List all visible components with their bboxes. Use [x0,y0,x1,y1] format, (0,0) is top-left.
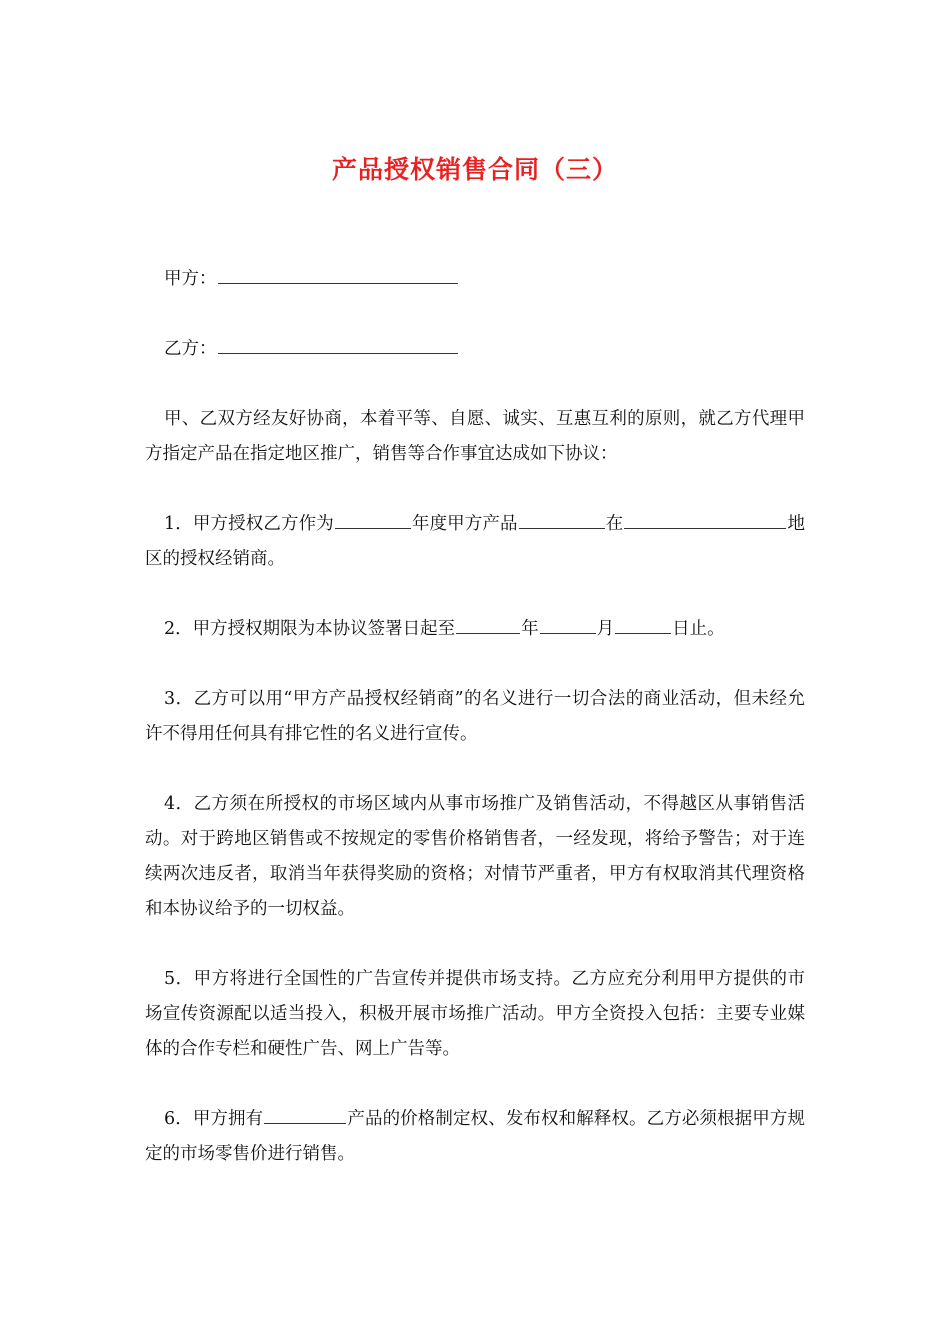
document-title: 产品授权销售合同（三） [331,155,618,184]
price-product-blank [264,1106,346,1124]
clause-2-text-d: 日止。 [672,619,725,639]
clause-5: 5．甲方将进行全国性的广告宣传并提供市场支持。乙方应充分利用甲方提供的市场宣传资源配以适当投入，积极开展市场推广活动。甲方全资投入包括：主要专业媒体的合作专栏和硬性广告、网上广告等。 [145,969,805,1059]
product-blank [519,511,605,529]
clause-2-text-c: 月 [596,619,615,639]
party-b-label: 乙方： [164,339,217,359]
clause-2-text-a: 2．甲方授权期限为本协议签署日起至 [164,619,456,639]
clause-4: 4．乙方须在所授权的市场区域内从事市场推广及销售活动，不得越区从事销售活动。对于跨地区销售或不按规定的零售价格销售者，一经发现，将给予警告；对于连续两次违反者，取消当年获得奖励的资格；对情节严重者，甲方有权取消其代理资格和本协议给予的一切权益。 [145,794,805,919]
clause-3: 3．乙方可以用“甲方产品授权经销商”的名义进行一切合法的商业活动，但未经允许不得用任何具有排它性的名义进行宣传。 [145,689,805,744]
clause-2 [145,612,805,647]
party-b-line [145,332,805,367]
clause-6-text-a: 6．甲方拥有 [164,1109,264,1129]
preamble-paragraph: 甲、乙双方经友好协商，本着平等、自愿、诚实、互惠互利的原则，就乙方代理甲方指定产品在指定地区推广，销售等合作事宜达成如下协议： [145,409,805,464]
party-a-label: 甲方： [164,269,217,289]
clause-2-text-b: 年 [521,619,539,639]
party-a-blank [218,266,458,284]
region-blank [624,511,786,529]
clause-1-text-b: 年度甲方产品 [411,514,518,534]
end-day-blank [615,616,671,634]
clause-1-text-a: 1．甲方授权乙方作为 [164,514,334,534]
end-year-blank [456,616,520,634]
year-blank [335,511,411,529]
end-month-blank [540,616,596,634]
party-b-blank [218,336,458,354]
clause-1-text-c: 在 [605,514,624,534]
clause-1-text-d: 地区的授权经销商。 [145,514,806,569]
document-body [145,262,805,1207]
party-a-line [145,262,805,297]
clause-6 [145,1102,805,1172]
clause-6-text-b: 产品的价格制定权、发布权和解释权。乙方必须根据甲方规定的市场零售价进行销售。 [145,1109,805,1164]
clause-1 [145,507,805,577]
